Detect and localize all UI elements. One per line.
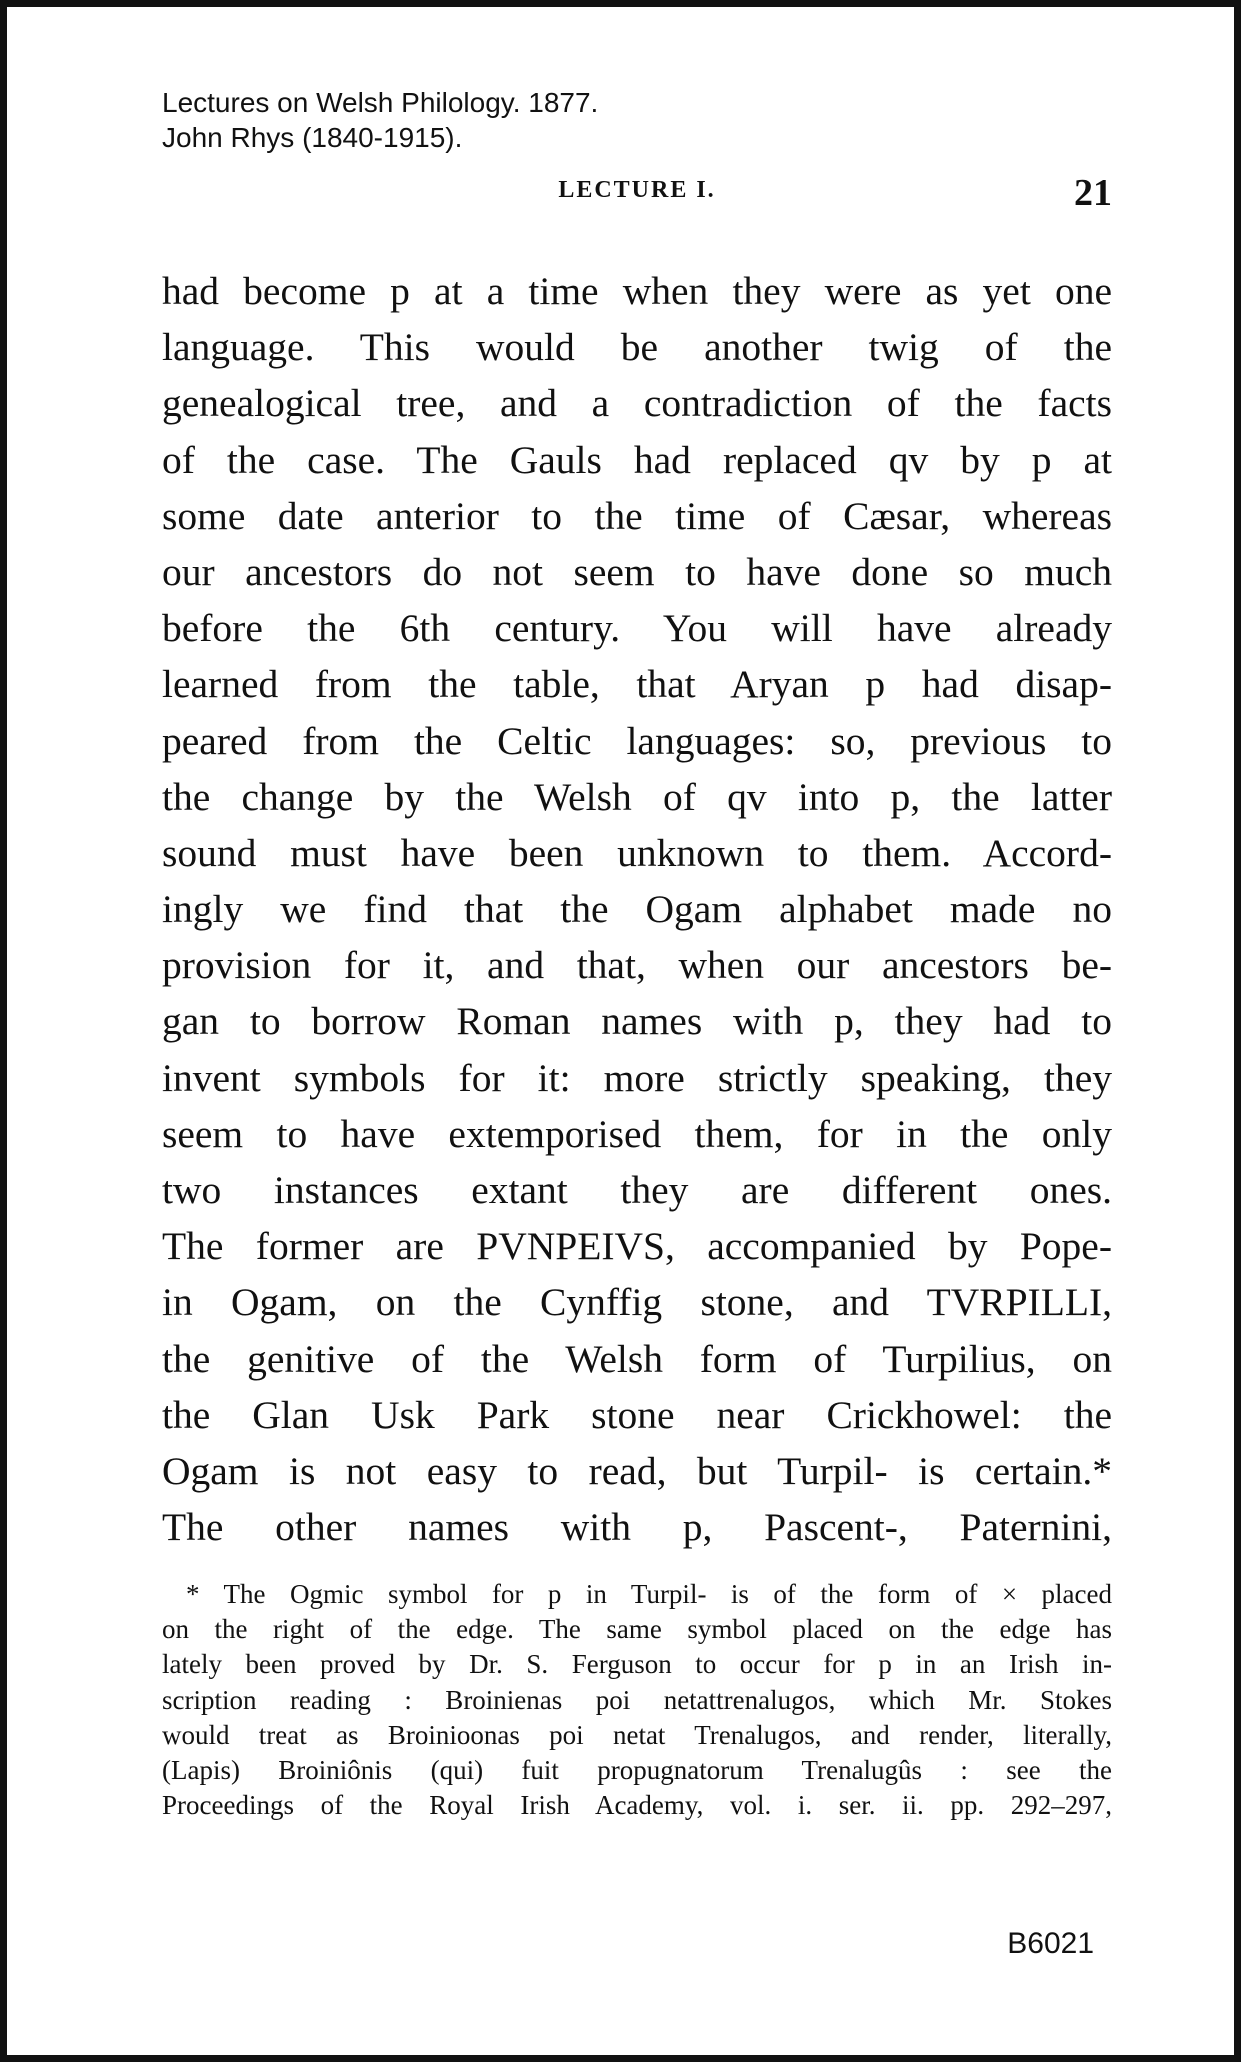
running-title: LECTURE I. xyxy=(558,177,716,203)
body-line: learned from the table, that Aryan p had disap- xyxy=(162,662,1112,707)
body-line: sound must have been unknown to them. Accord- xyxy=(162,830,1112,875)
footnote-line: scription reading : Broinienas poi netattrenalugos, which Mr. Stokes xyxy=(162,1684,1112,1715)
body-line: ingly we find that the Ogam alphabet made no xyxy=(162,887,1112,932)
running-head xyxy=(162,171,1112,215)
body-line: seem to have extemporised them, for in the only xyxy=(162,1111,1112,1156)
body-line: The other names with p, Pascent-, Paternini, xyxy=(162,1505,1112,1550)
footnote xyxy=(162,1577,1112,1823)
footnote-line: Proceedings of the Royal Irish Academy, vol. i. ser. ii. pp. 292–297, xyxy=(162,1790,1112,1821)
body-line: of the case. The Gauls had replaced qv by p at xyxy=(162,437,1112,482)
body-line: genealogical tree, and a contradiction of the facts xyxy=(162,381,1112,426)
footnote-line: would treat as Broinioonas poi netat Trenalugos, and render, literally, xyxy=(162,1719,1112,1750)
body-line: the genitive of the Welsh form of Turpilius, on xyxy=(162,1336,1112,1381)
body-text xyxy=(162,263,1112,1555)
body-line: gan to borrow Roman names with p, they had to xyxy=(162,999,1112,1044)
body-line: language. This would be another twig of the xyxy=(162,325,1112,370)
body-line: had become p at a time when they were as yet one xyxy=(162,269,1112,313)
footnote-line: lately been proved by Dr. S. Ferguson to occur for p in an Irish in- xyxy=(162,1649,1112,1680)
catalog-info xyxy=(162,85,598,155)
body-line: our ancestors do not seem to have done so much xyxy=(162,549,1112,594)
body-line: the Glan Usk Park stone near Crickhowel: the xyxy=(162,1392,1112,1437)
body-line: in Ogam, on the Cynffig stone, and TVRPILLI, xyxy=(162,1280,1112,1325)
page-number: 21 xyxy=(1074,172,1112,214)
body-line: invent symbols for it: more strictly speaking, they xyxy=(162,1055,1112,1100)
body-line: some date anterior to the time of Cæsar, whereas xyxy=(162,493,1112,538)
catalog-number: B6021 xyxy=(1007,1927,1094,1960)
footnote-line: (Lapis) Broiniônis (qui) fuit propugnatorum Trenalugûs : see the xyxy=(162,1754,1112,1785)
catalog-title-line: Lectures on Welsh Philology. 1877. xyxy=(162,87,599,118)
body-line: peared from the Celtic languages: so, previous to xyxy=(162,718,1112,763)
footnote-line: * The Ogmic symbol for p in Turpil- is of the form of × placed xyxy=(186,1579,1112,1609)
footnote-line: on the right of the edge. The same symbol placed on the edge has xyxy=(162,1614,1112,1645)
body-line: the change by the Welsh of qv into p, the latter xyxy=(162,774,1112,819)
body-line: The former are PVNPEIVS, accompanied by Pope- xyxy=(162,1224,1112,1269)
body-line: two instances extant they are different ones. xyxy=(162,1168,1112,1212)
body-line: provision for it, and that, when our ancestors be- xyxy=(162,943,1112,988)
body-line: before the 6th century. You will have already xyxy=(162,606,1112,651)
catalog-author-line: John Rhys (1840-1915). xyxy=(162,122,463,153)
body-line: Ogam is not easy to read, but Turpil- is certain.* xyxy=(162,1448,1112,1493)
